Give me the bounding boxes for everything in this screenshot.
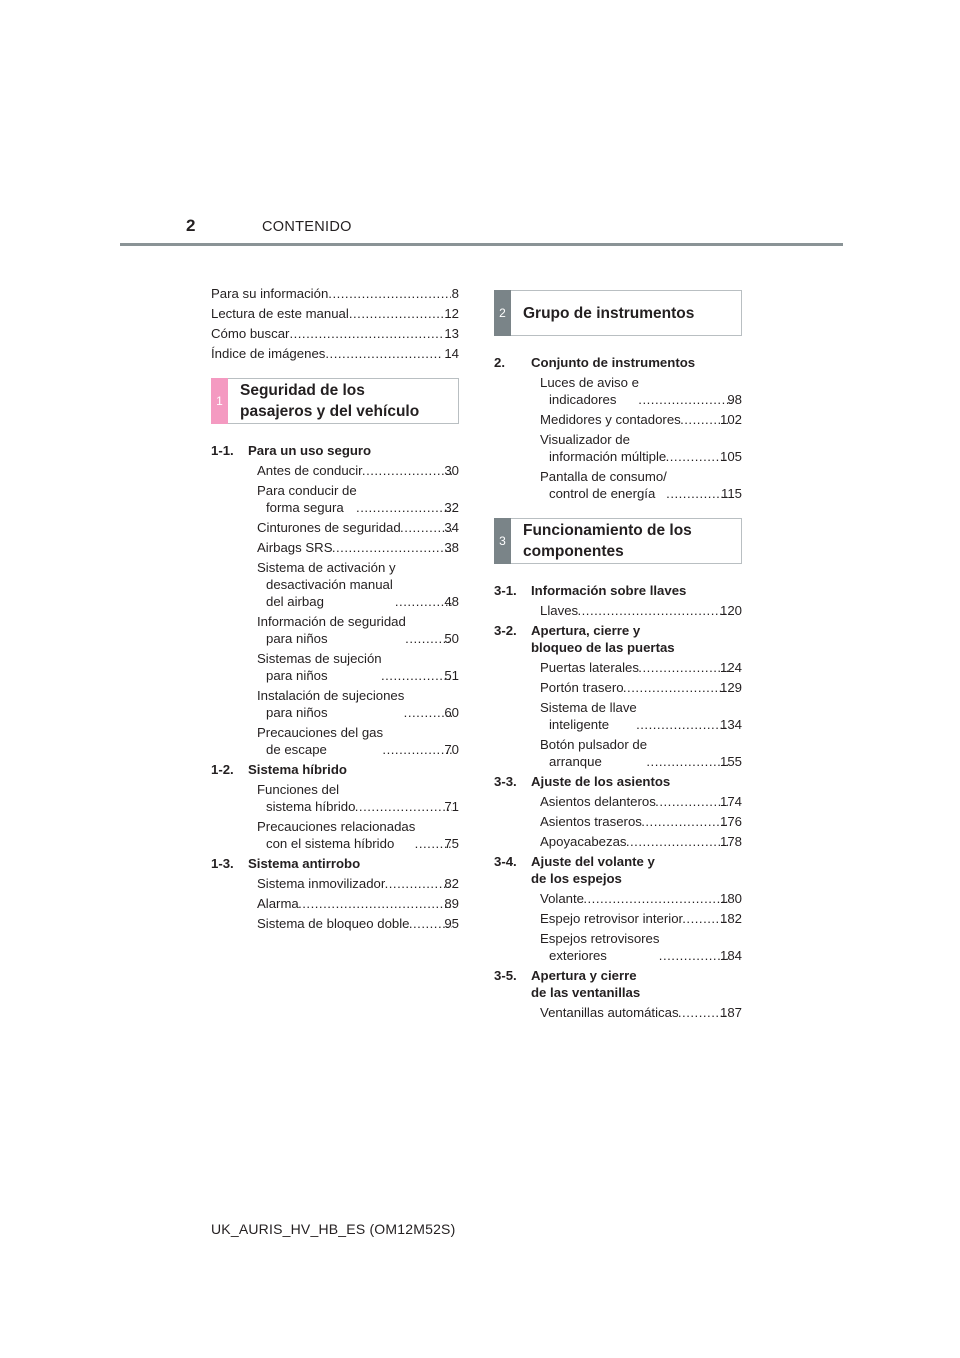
toc-entry-title	[540, 431, 666, 465]
section-1-1-heading[interactable]	[211, 442, 459, 459]
dot-leader	[382, 667, 453, 684]
toc-entry-line: para niños	[266, 705, 328, 720]
toc-entry[interactable]	[211, 285, 459, 302]
toc-entry-title	[257, 915, 410, 932]
dot-leader	[385, 875, 452, 892]
section-3-3-entries	[494, 793, 742, 850]
toc-entry-page: 38	[444, 540, 459, 555]
toc-entry-page: 184	[719, 948, 742, 963]
toc-entry[interactable]	[531, 468, 742, 502]
toc-entry-page: 129	[719, 680, 742, 695]
dot-leader	[333, 539, 453, 556]
toc-entry-page: 95	[444, 916, 459, 931]
toc-entry-title	[540, 793, 656, 810]
toc-entry[interactable]	[531, 813, 742, 830]
toc-entry-line: Precauciones del gas	[257, 725, 384, 740]
section-title: Apertura, cierre y bloqueo de las puertas	[531, 623, 675, 655]
toc-entry-page: 30	[444, 463, 459, 478]
chapter-2-tab: 2	[494, 290, 511, 336]
toc-entry[interactable]	[531, 910, 742, 927]
toc-entry-page: 71	[444, 799, 459, 814]
toc-entry-page: 187	[719, 1005, 742, 1020]
toc-entry-page: 182	[719, 911, 742, 926]
toc-entry-page: 178	[719, 834, 742, 849]
toc-entry-title: Índice de imágenes	[211, 346, 326, 361]
section-number: 1-3.	[211, 856, 234, 871]
toc-entry-line: control de energía	[549, 486, 656, 501]
toc-entry-line: Información de seguridad	[257, 614, 406, 629]
toc-entry[interactable]	[248, 559, 459, 610]
toc-entry-line: Apoyacabezas	[540, 834, 627, 849]
toc-entry-title	[540, 736, 647, 770]
section-3-3-heading[interactable]	[494, 773, 742, 790]
dot-leader	[639, 659, 728, 676]
toc-entry[interactable]	[531, 833, 742, 850]
toc-entry-page: 70	[444, 742, 459, 757]
toc-entry-line: Pantalla de consumo/	[540, 469, 667, 484]
toc-entry-line: de escape	[266, 742, 327, 757]
toc-entry-page: 174	[719, 794, 742, 809]
toc-entry[interactable]	[248, 915, 459, 932]
toc-entry-line: Espejo retrovisor interior	[540, 911, 683, 926]
toc-entry[interactable]	[248, 875, 459, 892]
chapter-2-box[interactable]	[494, 290, 742, 336]
toc-entry-line: arranque	[549, 754, 602, 769]
toc-entry[interactable]	[531, 431, 742, 465]
toc-entry-page: 124	[719, 660, 742, 675]
toc-entry-line: indicadores	[549, 392, 617, 407]
dot-leader	[325, 345, 443, 362]
section-title: Apertura y cierre de las ventanillas	[531, 968, 641, 1000]
toc-entry-title: Cómo buscar	[211, 326, 290, 341]
toc-entry-title	[257, 613, 406, 647]
toc-entry-page: 13	[444, 326, 459, 341]
toc-entry-title	[257, 519, 401, 536]
chapter-3-box[interactable]	[494, 518, 742, 564]
dot-leader	[624, 679, 728, 696]
toc-entry[interactable]	[248, 462, 459, 479]
section-3-2-entries	[494, 659, 742, 770]
toc-entry-line: Precauciones relacionadas	[257, 819, 416, 834]
toc-entry-line: Airbags SRS	[257, 540, 333, 555]
section-title: CONTENIDO	[262, 219, 352, 235]
toc-entry-line: inteligente	[549, 717, 610, 732]
toc-entry-line: Para conducir de	[257, 483, 357, 498]
dot-leader	[642, 813, 728, 830]
toc-entry-title	[540, 602, 578, 619]
toc-entry[interactable]	[248, 781, 459, 815]
section-title: Información sobre llaves	[531, 583, 687, 598]
toc-entry[interactable]	[211, 305, 459, 322]
toc-entry-title	[257, 650, 382, 684]
toc-entry-page: 14	[444, 346, 459, 361]
toc-entry-title	[257, 875, 385, 892]
page-number: 2	[186, 216, 196, 235]
toc-entry-line: Asientos delanteros	[540, 794, 656, 809]
dot-leader	[647, 753, 728, 770]
toc-entry-page: 98	[727, 392, 742, 407]
section-1-3-entries	[211, 875, 459, 932]
chapter-1-title: Seguridad de los pasajeros y del vehículo	[240, 382, 420, 420]
dot-leader	[328, 285, 450, 302]
chapter-3-tab: 3	[494, 518, 511, 564]
section-title: Para un uso seguro	[248, 443, 372, 458]
toc-entry-line: Luces de aviso e	[540, 375, 639, 390]
toc-entry[interactable]	[531, 699, 742, 733]
dot-leader	[299, 895, 453, 912]
toc-entry-line: Sistema de llave	[540, 700, 637, 715]
toc-entry-title	[257, 781, 355, 815]
section-title: Ajuste de los asientos	[531, 774, 671, 789]
toc-entry-title	[257, 482, 357, 516]
toc-entry-title	[540, 659, 639, 676]
section-title: Conjunto de instrumentos	[531, 355, 696, 370]
dot-leader	[357, 499, 453, 516]
toc-entry-page: 75	[444, 836, 459, 851]
toc-entry-line: Sistema de bloqueo doble	[257, 916, 410, 931]
toc-entry[interactable]	[248, 818, 459, 852]
toc-entry-title	[540, 930, 659, 964]
toc-entry-line: Alarma	[257, 896, 299, 911]
dot-leader	[363, 462, 453, 479]
toc-entry-page: 89	[444, 896, 459, 911]
toc-entry-page: 51	[444, 668, 459, 683]
chapter-1-tab: 1	[211, 378, 228, 424]
toc-entry-line: sistema híbrido	[266, 799, 356, 814]
toc-entry-page: 60	[444, 705, 459, 720]
section-2-entries	[494, 374, 742, 502]
section-number: 3-1.	[494, 583, 517, 598]
toc-entry-line: para niños	[266, 668, 328, 683]
toc-entry-page: 32	[444, 500, 459, 515]
section-number: 1-2.	[211, 762, 234, 777]
toc-entry[interactable]	[248, 482, 459, 516]
toc-entry-title	[540, 1004, 679, 1021]
toc-entry-title: Lectura de este manual	[211, 306, 349, 321]
toc-entry-page: 50	[444, 631, 459, 646]
header-divider	[120, 243, 843, 246]
toc-entry[interactable]	[248, 613, 459, 647]
section-title: Sistema híbrido	[248, 762, 347, 777]
toc-entry-title	[257, 895, 299, 912]
toc-entry-line: forma segura	[266, 500, 344, 515]
toc-entry-line: desactivación manual	[266, 577, 393, 592]
dot-leader	[637, 716, 728, 733]
chapter-1-box[interactable]	[211, 378, 459, 424]
toc-entry-title	[540, 910, 683, 927]
dot-leader	[578, 602, 728, 619]
section-title: Sistema antirrobo	[248, 856, 361, 871]
section-3-5-heading[interactable]	[494, 967, 742, 1001]
dot-leader	[383, 741, 452, 758]
toc-entry-line: para niños	[266, 631, 328, 646]
toc-entry[interactable]	[248, 519, 459, 536]
dot-leader	[584, 890, 728, 907]
toc-entry-title	[257, 687, 404, 721]
toc-entry[interactable]	[248, 724, 459, 758]
toc-entry-title	[540, 699, 637, 733]
toc-entry-page: 134	[719, 717, 742, 732]
toc-entry[interactable]	[248, 687, 459, 721]
dot-leader	[349, 305, 444, 322]
toc-entry[interactable]	[531, 890, 742, 907]
dot-leader	[355, 798, 452, 815]
toc-entry[interactable]	[531, 679, 742, 696]
toc-entry[interactable]	[531, 930, 742, 964]
toc-entry-title	[540, 679, 624, 696]
chapter-2-title: Grupo de instrumentos	[523, 304, 695, 322]
toc-entry-title	[540, 813, 642, 830]
page-header	[0, 0, 960, 250]
toc-entry-line: Visualizador de	[540, 432, 630, 447]
toc-entry-title	[257, 539, 333, 556]
section-number: 3-4.	[494, 854, 517, 869]
toc-entry-title	[257, 724, 383, 758]
dot-leader	[289, 325, 443, 342]
section-3-2-heading[interactable]	[494, 622, 742, 656]
toc-entry-line: Cinturones de seguridad	[257, 520, 401, 535]
toc-entry-line: exteriores	[549, 948, 607, 963]
section-number: 3-2.	[494, 623, 517, 638]
section-1-3-heading[interactable]	[211, 855, 459, 872]
toc-entry-title	[540, 833, 627, 850]
toc-entry[interactable]	[248, 650, 459, 684]
toc-entry-page: 176	[719, 814, 742, 829]
toc-entry-page: 115	[720, 486, 742, 501]
dot-leader	[639, 391, 735, 408]
toc-column-right	[494, 274, 742, 1024]
toc-entry-page: 105	[719, 449, 742, 464]
toc-entry-page: 180	[719, 891, 742, 906]
toc-entry-line: Botón pulsador de	[540, 737, 648, 752]
toc-entry-page: 48	[444, 594, 459, 609]
toc-entry-title	[257, 559, 396, 610]
dot-leader	[656, 793, 728, 810]
toc-entry-page: 8	[451, 286, 459, 301]
toc-entry[interactable]	[531, 793, 742, 810]
dot-leader	[667, 485, 729, 502]
toc-entry-line: Sistemas de sujeción	[257, 651, 382, 666]
section-number: 2.	[494, 355, 505, 370]
section-number: 3-5.	[494, 968, 517, 983]
toc-entry[interactable]	[531, 374, 742, 408]
toc-entry[interactable]	[531, 602, 742, 619]
toc-entry-title: Para su información	[211, 286, 329, 301]
toc-entry[interactable]	[248, 539, 459, 556]
toc-entry-line: Sistema inmovilizador	[257, 876, 386, 891]
toc-entry-line: Sistema de activación y	[257, 560, 396, 575]
section-1-2-heading[interactable]	[211, 761, 459, 778]
section-3-1-heading[interactable]	[494, 582, 742, 599]
toc-entry-line: información múltiple	[549, 449, 667, 464]
dot-leader	[659, 947, 728, 964]
section-number: 3-3.	[494, 774, 517, 789]
toc-entry-line: Ventanillas automáticas	[540, 1005, 679, 1020]
toc-entry-line: Portón trasero	[540, 680, 624, 695]
section-title: Ajuste del volante y de los espejos	[531, 854, 655, 886]
dot-leader	[627, 833, 728, 850]
toc-entry-line: Espejos retrovisores	[540, 931, 660, 946]
toc-entry-line: con el sistema híbrido	[266, 836, 395, 851]
toc-entry-page: 12	[444, 306, 459, 321]
toc-entry[interactable]	[211, 325, 459, 342]
section-3-5-entries	[494, 1004, 742, 1021]
toc-entry-title	[540, 411, 681, 428]
section-1-1-entries	[211, 462, 459, 758]
toc-entry-page: 120	[719, 603, 742, 618]
section-3-4-entries	[494, 890, 742, 964]
toc-entry[interactable]	[531, 411, 742, 428]
section-3-4-heading[interactable]	[494, 853, 742, 887]
toc-entry-page: 34	[444, 520, 459, 535]
toc-column-left	[211, 285, 459, 935]
document-code: UK_AURIS_HV_HB_ES (OM12M52S)	[211, 1221, 456, 1237]
toc-entry-page: 155	[719, 754, 742, 769]
toc-entry-line: Asientos traseros	[540, 814, 642, 829]
section-1-2-entries	[211, 781, 459, 852]
toc-entry-title	[257, 818, 415, 852]
toc-entry[interactable]	[248, 895, 459, 912]
section-2-heading[interactable]	[494, 354, 742, 371]
toc-entry[interactable]	[531, 1004, 742, 1021]
toc-entry-line: Volante	[540, 891, 584, 906]
toc-entry-title	[540, 374, 639, 408]
toc-entry-line: Funciones del	[257, 782, 340, 797]
toc-entry-title	[540, 468, 667, 502]
section-3-1-entries	[494, 602, 742, 619]
toc-entry[interactable]	[531, 736, 742, 770]
dot-leader	[666, 448, 728, 465]
toc-entry[interactable]	[211, 345, 459, 362]
toc-entry-line: Instalación de sujeciones	[257, 688, 405, 703]
toc-entry-page: 82	[444, 876, 459, 891]
toc-entry-line: del airbag	[266, 594, 324, 609]
toc-entry-line: Antes de conducir	[257, 463, 363, 478]
toc-entry-page: 102	[719, 412, 742, 427]
chapter-3-title: Funcionamiento de los componentes	[523, 522, 692, 560]
toc-entry-title	[257, 462, 363, 479]
toc-entry-title	[540, 890, 584, 907]
toc-entry-line: Llaves	[540, 603, 579, 618]
intro-list	[211, 285, 459, 362]
toc-entry[interactable]	[531, 659, 742, 676]
section-number: 1-1.	[211, 443, 234, 458]
toc-entry-line: Medidores y contadores	[540, 412, 681, 427]
toc-entry-line: Puertas laterales	[540, 660, 639, 675]
